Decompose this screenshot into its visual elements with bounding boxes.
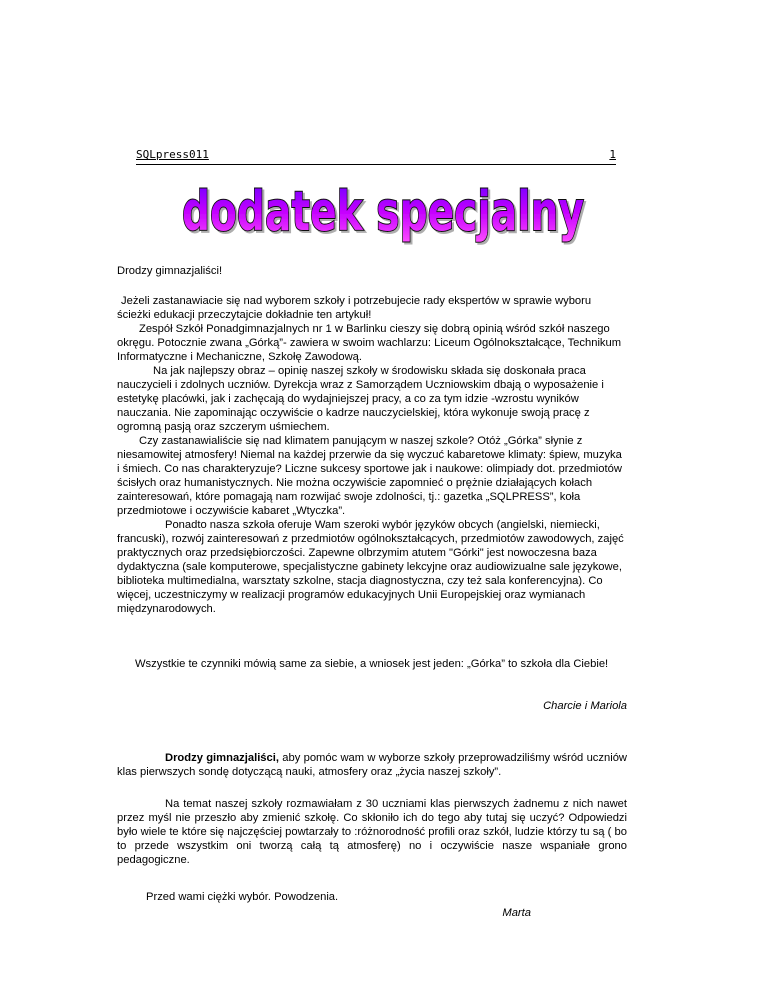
- page-header: [136, 148, 616, 165]
- survey-results-text: Na temat naszej szkoły rozmawiałam z 30 uczniami klas pierwszych żadnemu z nich nawet przez myśl nie przeszło aby zmienić szkołę. Co skłoniło ich do tego aby tutaj się uczyć? Odpowiedzi było wiele te które się najczęściej powtarzały to :różnorodność profili oraz szkół, ludzie którzy tu są ( bo to przede wszystkim oni tworzą całą tą atmosferę) no i oczywiście nasze wspaniałe grono pedagogiczne.: [117, 798, 627, 866]
- greeting-line: [117, 264, 627, 278]
- banner-title: dodatek specjalny: [182, 180, 584, 243]
- conclusion-paragraph: [117, 657, 627, 671]
- survey-text: aby pomóc wam w wyborze szkoły przeprowadziliśmy wśród uczniów klas pierwszych sondę dotyczącą nauki, atmosfery oraz „życia naszej szkoły”.: [117, 752, 627, 778]
- article-paragraph-4: Czy zastanawialiście się nad klimatem panującym w naszej szkole? Otóż „Górka” słynie z niesamowitej atmosfery! Niemal na każdej przerwie da się wyczuć kabaretowe klimaty: śpiew, muzyka i śmiech. Co nas charakteryzuje? Liczne sukcesy sportowe jak i naukowe: olimpiady dot. przedmiotów ścisłych oraz humanistycznych. Nie można oczywiście zapomnieć o prężnie działających kołach zainteresowań, które pomagają nam rozwijać swoje zdolności, tj.: gazetka „SQLPRESS”, koła przedmiotowe i oczywiście kabaret „Wtyczka”.: [117, 435, 622, 517]
- greeting-text: Drodzy gimnazjaliści!: [117, 265, 223, 277]
- page-number: 1: [609, 148, 616, 161]
- survey-greeting: Drodzy gimnazjaliści,: [165, 752, 279, 764]
- second-signature: Marta: [502, 907, 531, 919]
- survey-paragraph: [117, 751, 627, 779]
- main-article: [117, 294, 627, 616]
- article-paragraph-1: Jeżeli zastanawiacie się nad wyborem szkoły i potrzebujecie rady ekspertów w sprawie wyboru ścieżki edukacji przeczytajcie dokładnie ten artykuł!: [117, 295, 592, 321]
- article-paragraph-5: Ponadto nasza szkoła oferuje Wam szeroki wybór języków obcych (angielski, niemiecki, francuski), rozwój zainteresowań z przedmiotów ogólnokształcących, przedmiotów zawodowych, zajęć praktycznych oraz przedsiębiorczości. Zapewne olbrzymim atutem "Górki" jest nowoczesna baza dydaktyczna (sale komputerowe, specjalistyczne gabinety lekcyjne oraz audiowizualne sale językowe, biblioteka multimedialna, warsztaty szkolne, stacja diagnostyczna, czy też sala konferencyjna). Co więcej, uczestniczymy w realizacji programów edukacyjnych Unii Europejskiej oraz wymianach międzynarodowych.: [117, 519, 624, 615]
- special-supplement-banner: [176, 182, 590, 242]
- closing-text: Przed wami ciężki wybór. Powodzenia.: [146, 891, 339, 903]
- conclusion-text: Wszystkie te czynniki mówią same za siebie, a wniosek jest jeden: „Górka” to szkoła dla Ciebie!: [135, 658, 609, 670]
- header-title: SQLpress011: [136, 148, 209, 161]
- survey-results: [117, 797, 627, 867]
- first-signature: Charcie i Mariola: [543, 700, 627, 712]
- article-paragraph-3: Na jak najlepszy obraz – opinię naszej szkoły w środowisku składa się doskonała praca nauczycieli i zdolnych uczniów. Dyrekcja wraz z Samorządem Uczniowskim dbają o wyposażenie i estetykę placówki, jak i zachęcają do wydajniejszej pracy, a co za tym idzie -wzrostu wyników nauczania. Nie zapominając oczywiście o kadrze nauczycielskiej, która wykonuje swoją pracę z ogromną pasją oraz szczerym uśmiechem.: [117, 365, 604, 433]
- article-paragraph-2: Zespół Szkół Ponadgimnazjalnych nr 1 w Barlinku cieszy się dobrą opinią wśród szkół naszego okręgu. Potocznie zwana „Górką”- zawiera w swoim wachlarzu: Liceum Ogólnokształcące, Technikum Informatyczne i Mechaniczne, Szkołę Zawodową.: [117, 323, 622, 363]
- closing-line: [146, 890, 586, 904]
- survey-introduction: [117, 751, 627, 779]
